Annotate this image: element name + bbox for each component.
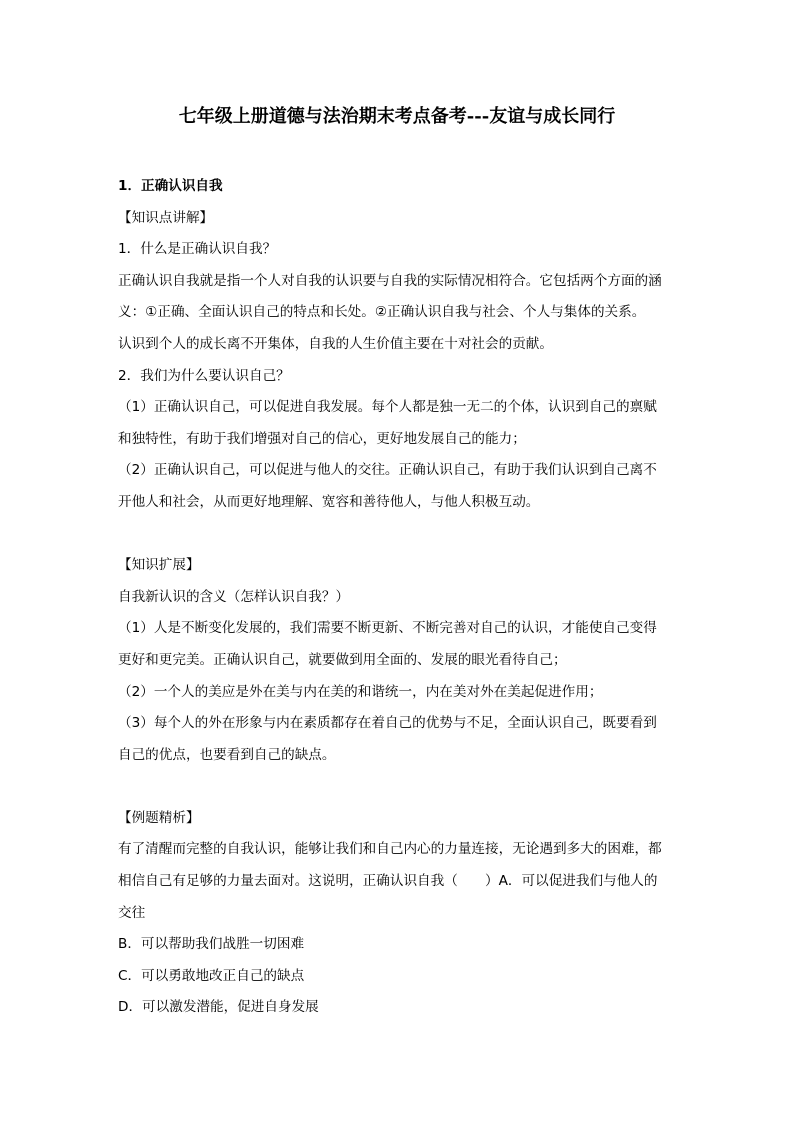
option-c: C．可以勇敢地改正自己的缺点 [118, 967, 305, 984]
example-stem-line: 交往 [118, 904, 146, 921]
extension-subtitle: 自我新认识的含义（怎样认识自我？） [118, 588, 350, 605]
extension-heading: 【知识扩展】 [118, 557, 200, 574]
example-heading: 【例题精析】 [118, 809, 200, 826]
answer-1-line: 义：①正确、全面认识自己的特点和长处。②正确认识自我与社会、个人与集体的关系。 [118, 304, 646, 321]
answer-2-line: （1）正确认识自己，可以促进自我发展。每个人都是独一无二的个体，认识到自己的禀赋 [118, 399, 657, 416]
section-heading: 1．正确认识自我 [118, 178, 223, 194]
extension-line: （2）一个人的美应是外在美与内在美的和谐统一，内在美对外在美起促进作用； [118, 683, 603, 700]
page-title: 七年级上册道德与法治期末考点备考---友谊与成长同行 [178, 106, 616, 127]
extension-line: 自己的优点，也要看到自己的缺点。 [118, 746, 336, 763]
paragraph-spacer [118, 519, 678, 551]
question-1: 1．什么是正确认识自我？ [118, 241, 277, 258]
question-2: 2．我们为什么要认识自己？ [118, 367, 290, 384]
answer-2-line: （2）正确认识自己，可以促进与他人的交往。正确认识自己，有助于我们认识到自己离不 [118, 462, 657, 479]
answer-2-line: 和独特性，有助于我们增强对自己的信心，更好地发展自己的能力； [118, 430, 526, 447]
extension-line: 更好和更完美。正确认识自己，就要做到用全面的、发展的眼光看待自己； [118, 651, 567, 668]
example-stem-line: 有了清醒而完整的自我认识，能够让我们和自己内心的力量连接，无论遇到多大的困难，都 [118, 841, 662, 858]
document-body [118, 171, 678, 1024]
answer-1-line: 正确认识自我就是指一个人对自我的认识要与自我的实际情况相符合。它包括两个方面的涵 [118, 272, 662, 289]
example-stem-line: 相信自己有足够的力量去面对。这说明，正确认识自我（ ）A．可以促进我们与他人的 [118, 873, 658, 890]
answer-2-line: 开他人和社会，从而更好地理解、宽容和善待他人，与他人积极互动。 [118, 493, 540, 510]
extension-line: （3）每个人的外在形象与内在素质都存在着自己的优势与不足，全面认识自己，既要看到 [118, 715, 657, 732]
option-d: D．可以激发潜能，促进自身发展 [118, 999, 319, 1016]
paragraph-spacer [118, 771, 678, 803]
option-b: B．可以帮助我们战胜一切困难 [118, 936, 305, 953]
knowledge-heading: 【知识点讲解】 [118, 209, 214, 226]
answer-1-line: 认识到个人的成长离不开集体，自我的人生价值主要在十对社会的贡献。 [118, 335, 553, 352]
extension-line: （1）人是不断变化发展的，我们需要不断更新、不断完善对自己的认识，才能使自己变得 [118, 620, 657, 637]
